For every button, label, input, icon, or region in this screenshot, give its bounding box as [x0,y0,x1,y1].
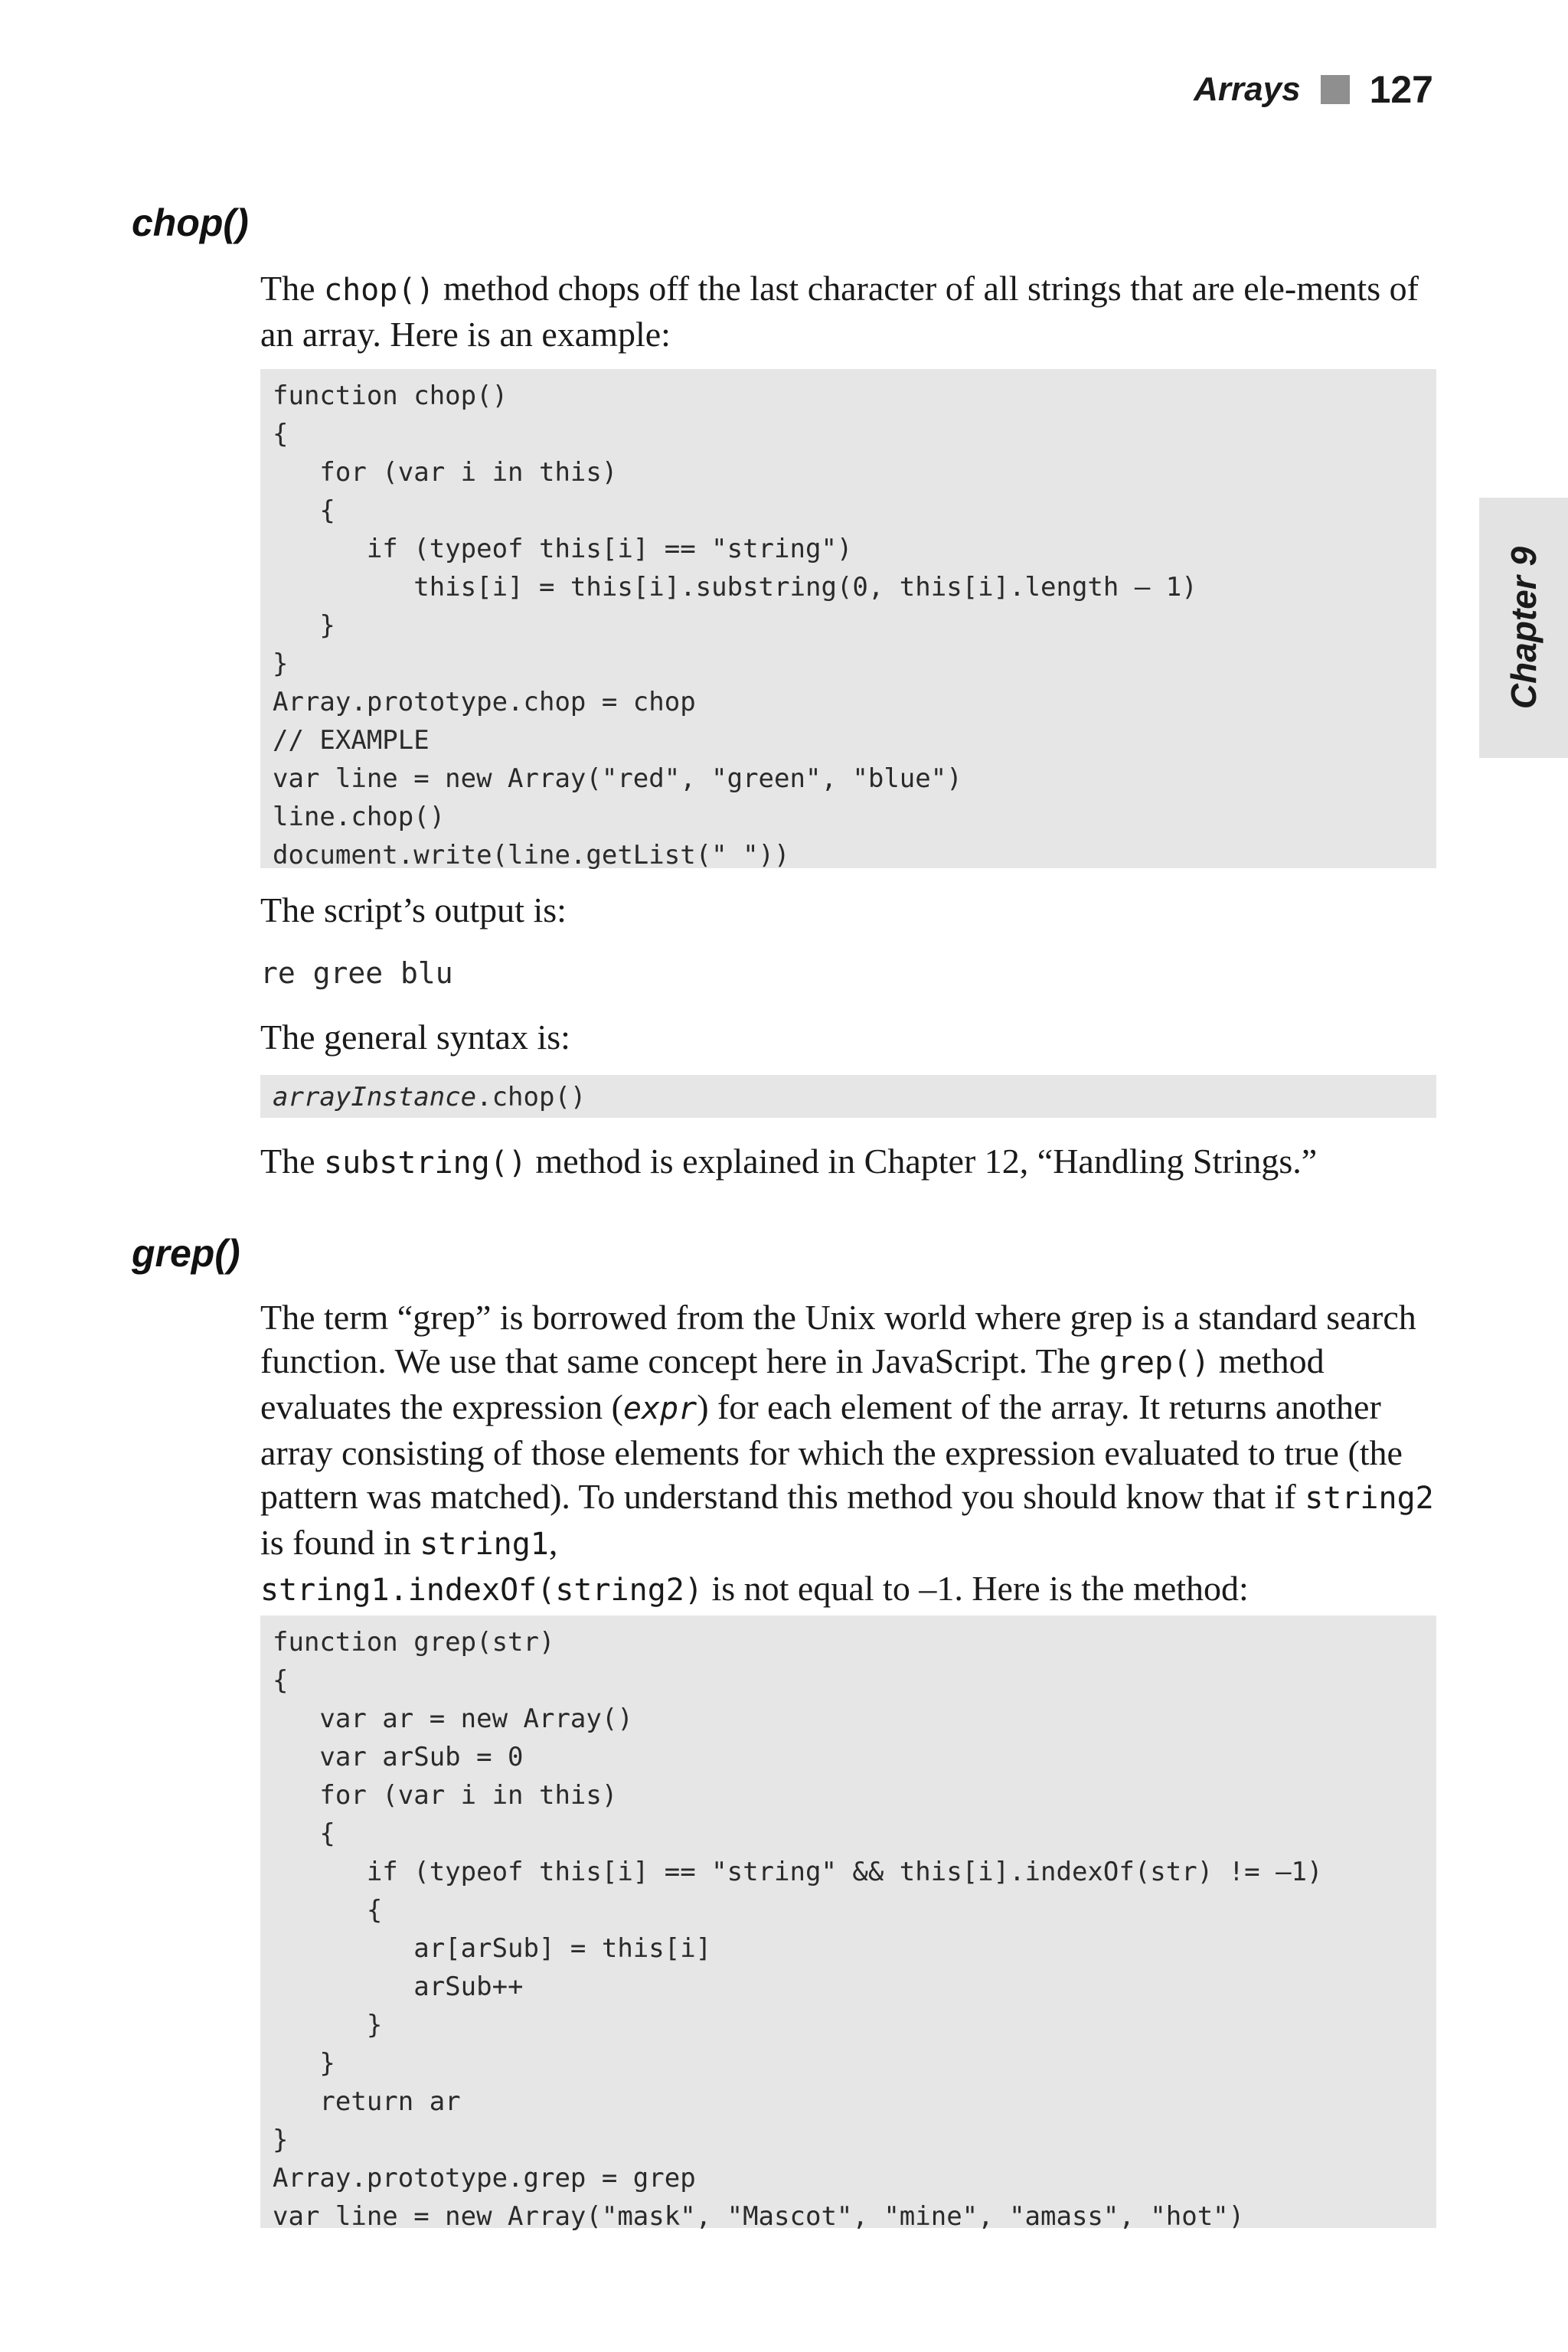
code-line: if (typeof this[i] == "string" && this[i].indexOf(str) != –1) [273,1857,1323,1887]
code-line: var line = new Array("red", "green", "blue") [273,763,962,794]
chop-intro-paragraph: The chop() method chops off the last character of all strings that are ele-ments of an array. Here is an example: [260,269,1419,354]
chapter-tab [1479,498,1568,758]
code-line: for (var i in this) [273,1780,618,1811]
chapter-tab-label: Chapter 9 [1504,546,1544,710]
code-line: { [273,419,289,449]
syntax-placeholder: arrayInstance [273,1082,477,1112]
code-line: } [273,2048,335,2079]
code-line: arSub++ [273,1971,524,2002]
inline-code: substring() [324,1145,527,1181]
code-line: { [273,1895,383,1926]
code-line: Array.prototype.grep = grep [273,2163,696,2194]
chop-code-block [260,369,1436,871]
grep-code-block [260,1615,1436,2232]
code-line: // EXAMPLE [273,725,430,756]
running-head [1194,67,1433,112]
grep-intro-paragraph: The term “grep” is borrowed from the Unix world where grep is a standard search function. We use that same concept here in JavaScript. The grep() method evaluates the expression (expr) for each element of the array. It returns another array consisting of those elements for which the expression evaluated to true (the pattern was matched). To understand this method you should know that if string2 is found in string1, string1.indexOf(string2) is not equal to –1. Here is the method: [260,1298,1434,1608]
chop-output-label: The script’s output is: [260,890,567,929]
chop-syntax-block [260,1075,1436,1118]
code-line: this[i] = this[i].substring(0, this[i].length – 1) [273,572,1197,603]
grep-heading: grep() [132,1232,240,1275]
code-line: var arSub = 0 [273,1742,524,1772]
code-line: function chop() [273,381,508,411]
inline-code-italic: expr [622,1391,697,1426]
code-line: return ar [273,2086,461,2117]
syntax-call: .chop() [476,1082,586,1112]
code-line: { [273,495,335,526]
code-line: function grep(str) [273,1627,555,1658]
code-line: ar[arSub] = this[i] [273,1933,712,1964]
code-line: line.chop() [273,802,446,832]
code-line: var ar = new Array() [273,1704,633,1734]
square-ornament-icon [1321,75,1350,104]
code-line: document.write(line.getList(" ")) [273,840,790,871]
inline-code: string2 [1305,1481,1434,1516]
code-line: } [273,610,335,641]
inline-code: string1.indexOf(string2) [260,1573,703,1608]
chop-heading: chop() [132,201,249,244]
code-line: { [273,1665,289,1696]
code-line: var line = new Array("mask", "Mascot", "mine", "amass", "hot") [273,2201,1245,2232]
code-line: } [273,648,289,679]
running-head-section: Arrays [1194,70,1301,108]
chop-syntax-label: The general syntax is: [260,1018,570,1057]
code-line: for (var i in this) [273,457,618,488]
page-number: 127 [1369,68,1433,111]
code-line: { [273,1818,335,1849]
code-line: Array.prototype.chop = chop [273,687,696,717]
chop-note-paragraph: The substring() method is explained in Chapter 12, “Handling Strings.” [260,1142,1318,1181]
code-line: } [273,2010,383,2040]
inline-code: grep() [1099,1345,1210,1380]
code-line: if (typeof this[i] == "string") [273,534,853,564]
inline-code: chop() [324,273,435,308]
inline-code: string1 [420,1527,549,1562]
code-line: } [273,2125,289,2155]
chop-output-text: re gree blu [260,956,453,990]
